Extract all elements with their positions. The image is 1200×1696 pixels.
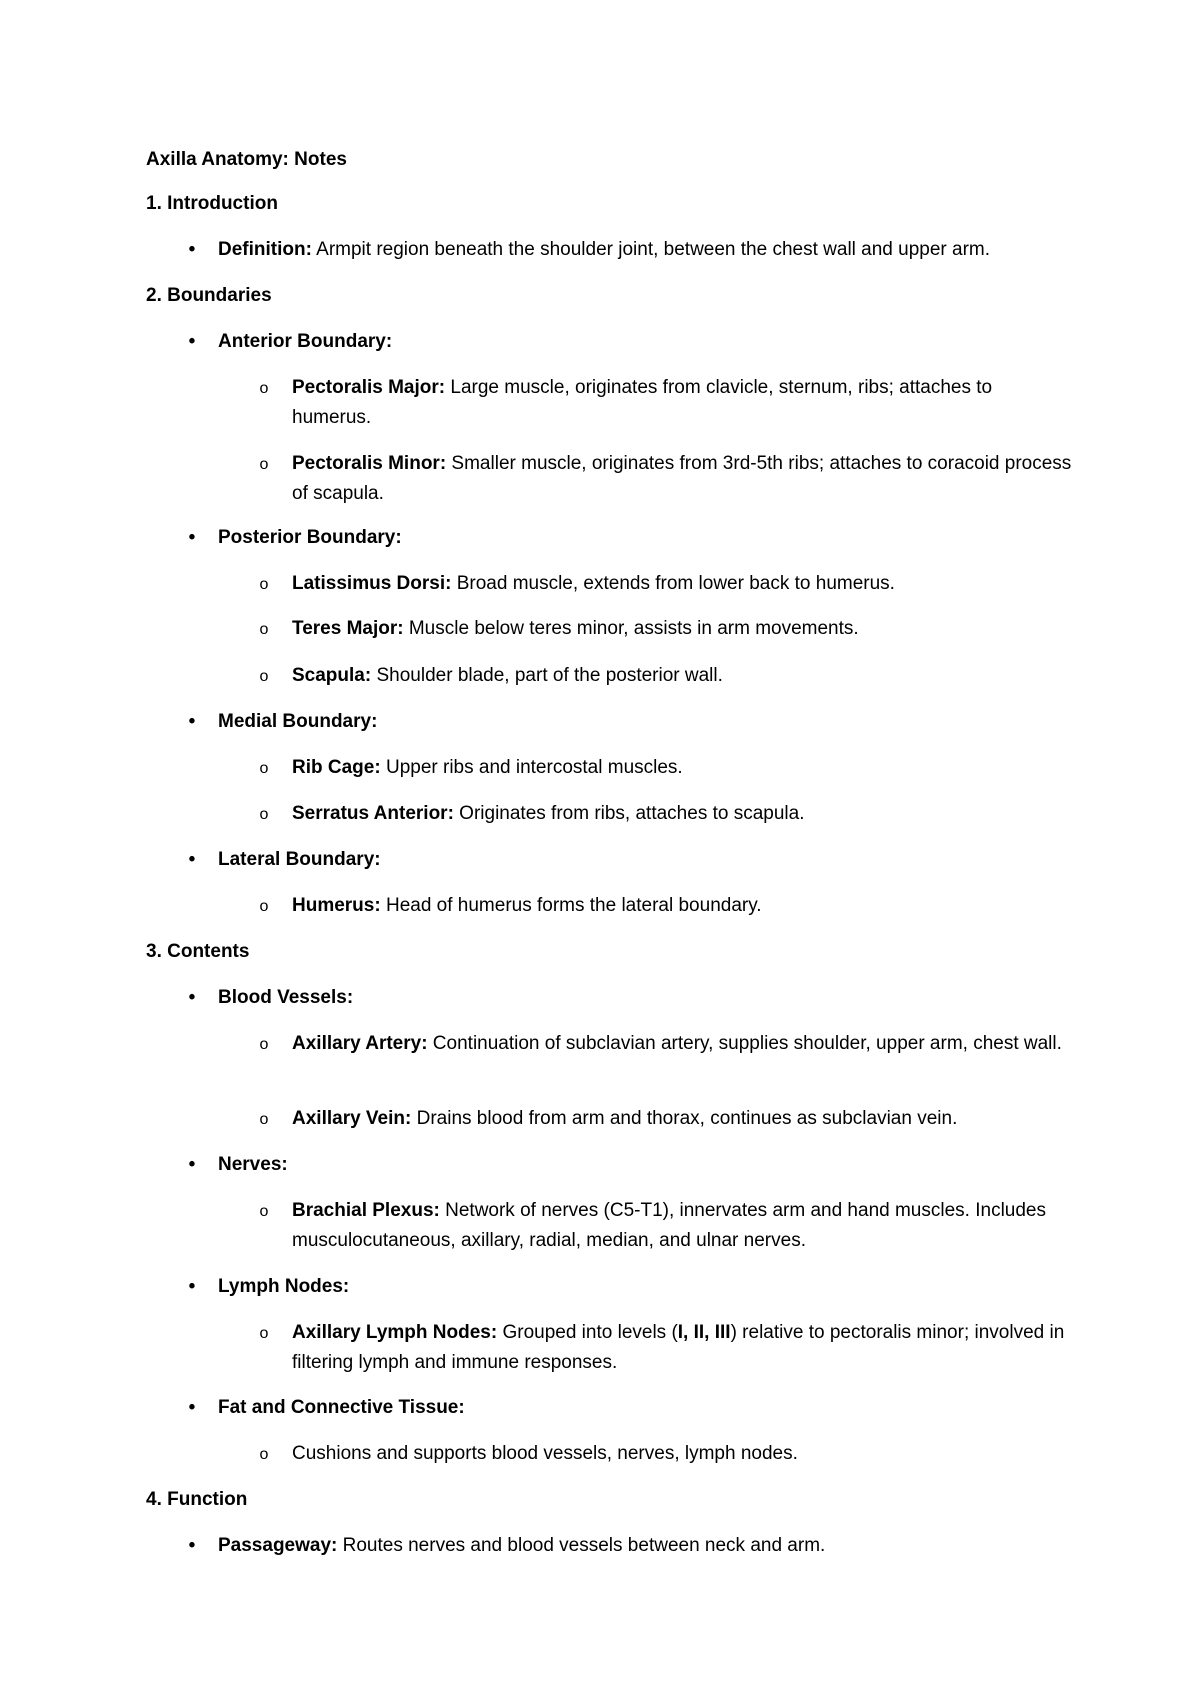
term-label: Pectoralis Minor: — [292, 453, 447, 474]
sub-bullet-marker: o — [259, 1111, 269, 1128]
term-label: Rib Cage: — [292, 757, 381, 778]
sub-bullet-marker: o — [259, 806, 269, 823]
term-text: Originates from ribs, attaches to scapula. — [453, 803, 805, 824]
bullet-label: Blood Vessels: — [218, 987, 354, 1008]
bullet-marker: • — [188, 239, 196, 260]
bullet-label: Nerves: — [218, 1154, 288, 1175]
section-heading-function: 4. Function — [146, 1489, 248, 1510]
term-label: Humerus: — [292, 895, 381, 916]
bullet-marker: • — [188, 1276, 196, 1297]
term-label: Pectoralis Major: — [292, 377, 446, 398]
term-label: Definition: — [218, 239, 312, 260]
bullet-label: Anterior Boundary: — [218, 331, 393, 352]
term-label: Axillary Vein: — [292, 1108, 412, 1129]
term-text: ) relative to pectoralis minor; involved in filtering lymph and immune responses. — [292, 1322, 1065, 1373]
term-text: Grouped into levels ( — [497, 1322, 678, 1343]
term-text: Continuation of subclavian artery, supplies shoulder, upper arm, chest wall. — [427, 1033, 1062, 1054]
term-label: Latissimus Dorsi: — [292, 573, 452, 594]
sub-bullet-marker: o — [259, 668, 269, 685]
bullet-marker: • — [188, 331, 196, 352]
bullet-marker: • — [188, 711, 196, 732]
term-text: Upper ribs and intercostal muscles. — [380, 757, 683, 778]
term-text: Cushions and supports blood vessels, nerves, lymph nodes. — [292, 1443, 798, 1464]
lymph-levels: I, II, III — [677, 1322, 731, 1343]
section-heading-contents: 3. Contents — [146, 941, 250, 962]
bullet-marker: • — [188, 1535, 196, 1556]
section-heading-introduction: 1. Introduction — [146, 193, 278, 214]
sub-bullet-marker: o — [259, 1036, 269, 1053]
bullet-marker: • — [188, 527, 196, 548]
term-label: Teres Major: — [292, 618, 404, 639]
sub-bullet-marker: o — [259, 760, 269, 777]
sub-bullet-marker: o — [259, 380, 269, 397]
term-text: Smaller muscle, originates from 3rd-5th ribs; attaches to coracoid process of scapula. — [292, 453, 1072, 504]
term-text: Large muscle, originates from clavicle, sternum, ribs; attaches to humerus. — [292, 377, 993, 428]
term-label: Serratus Anterior: — [292, 803, 454, 824]
term-text: Network of nerves (C5-T1), innervates arm and hand muscles. Includes musculocutaneous, axillary, radial, median, and ulnar nerves. — [292, 1200, 1046, 1251]
term-text: Muscle below teres minor, assists in arm movements. — [403, 618, 859, 639]
sub-bullet-marker: o — [259, 1325, 269, 1342]
term-text: Shoulder blade, part of the posterior wall. — [371, 665, 723, 686]
term-text: Armpit region beneath the shoulder joint, between the chest wall and upper arm. — [311, 239, 991, 260]
bullet-marker: • — [188, 1154, 196, 1175]
sub-bullet-marker: o — [259, 1446, 269, 1463]
term-label: Axillary Artery: — [292, 1033, 428, 1054]
sub-bullet-marker: o — [259, 898, 269, 915]
bullet-marker: • — [188, 1397, 196, 1418]
term-text: Broad muscle, extends from lower back to humerus. — [451, 573, 895, 594]
bullet-label: Posterior Boundary: — [218, 527, 402, 548]
term-text: Routes nerves and blood vessels between neck and arm. — [337, 1535, 826, 1556]
term-text: Drains blood from arm and thorax, continues as subclavian vein. — [411, 1108, 958, 1129]
sub-bullet-marker: o — [259, 456, 269, 473]
term-text: Head of humerus forms the lateral boundary. — [380, 895, 762, 916]
sub-bullet-marker: o — [259, 1203, 269, 1220]
bullet-marker: • — [188, 987, 196, 1008]
document-title: Axilla Anatomy: Notes — [146, 149, 347, 170]
sub-bullet-marker: o — [259, 576, 269, 593]
term-label: Scapula: — [292, 665, 372, 686]
term-label: Axillary Lymph Nodes: — [292, 1322, 498, 1343]
bullet-marker: • — [188, 849, 196, 870]
section-heading-boundaries: 2. Boundaries — [146, 285, 272, 306]
term-label: Passageway: — [218, 1535, 338, 1556]
bullet-label: Lateral Boundary: — [218, 849, 381, 870]
bullet-label: Fat and Connective Tissue: — [218, 1397, 465, 1418]
sub-bullet-marker: o — [259, 621, 269, 638]
term-label: Brachial Plexus: — [292, 1200, 440, 1221]
bullet-label: Lymph Nodes: — [218, 1276, 350, 1297]
bullet-label: Medial Boundary: — [218, 711, 378, 732]
